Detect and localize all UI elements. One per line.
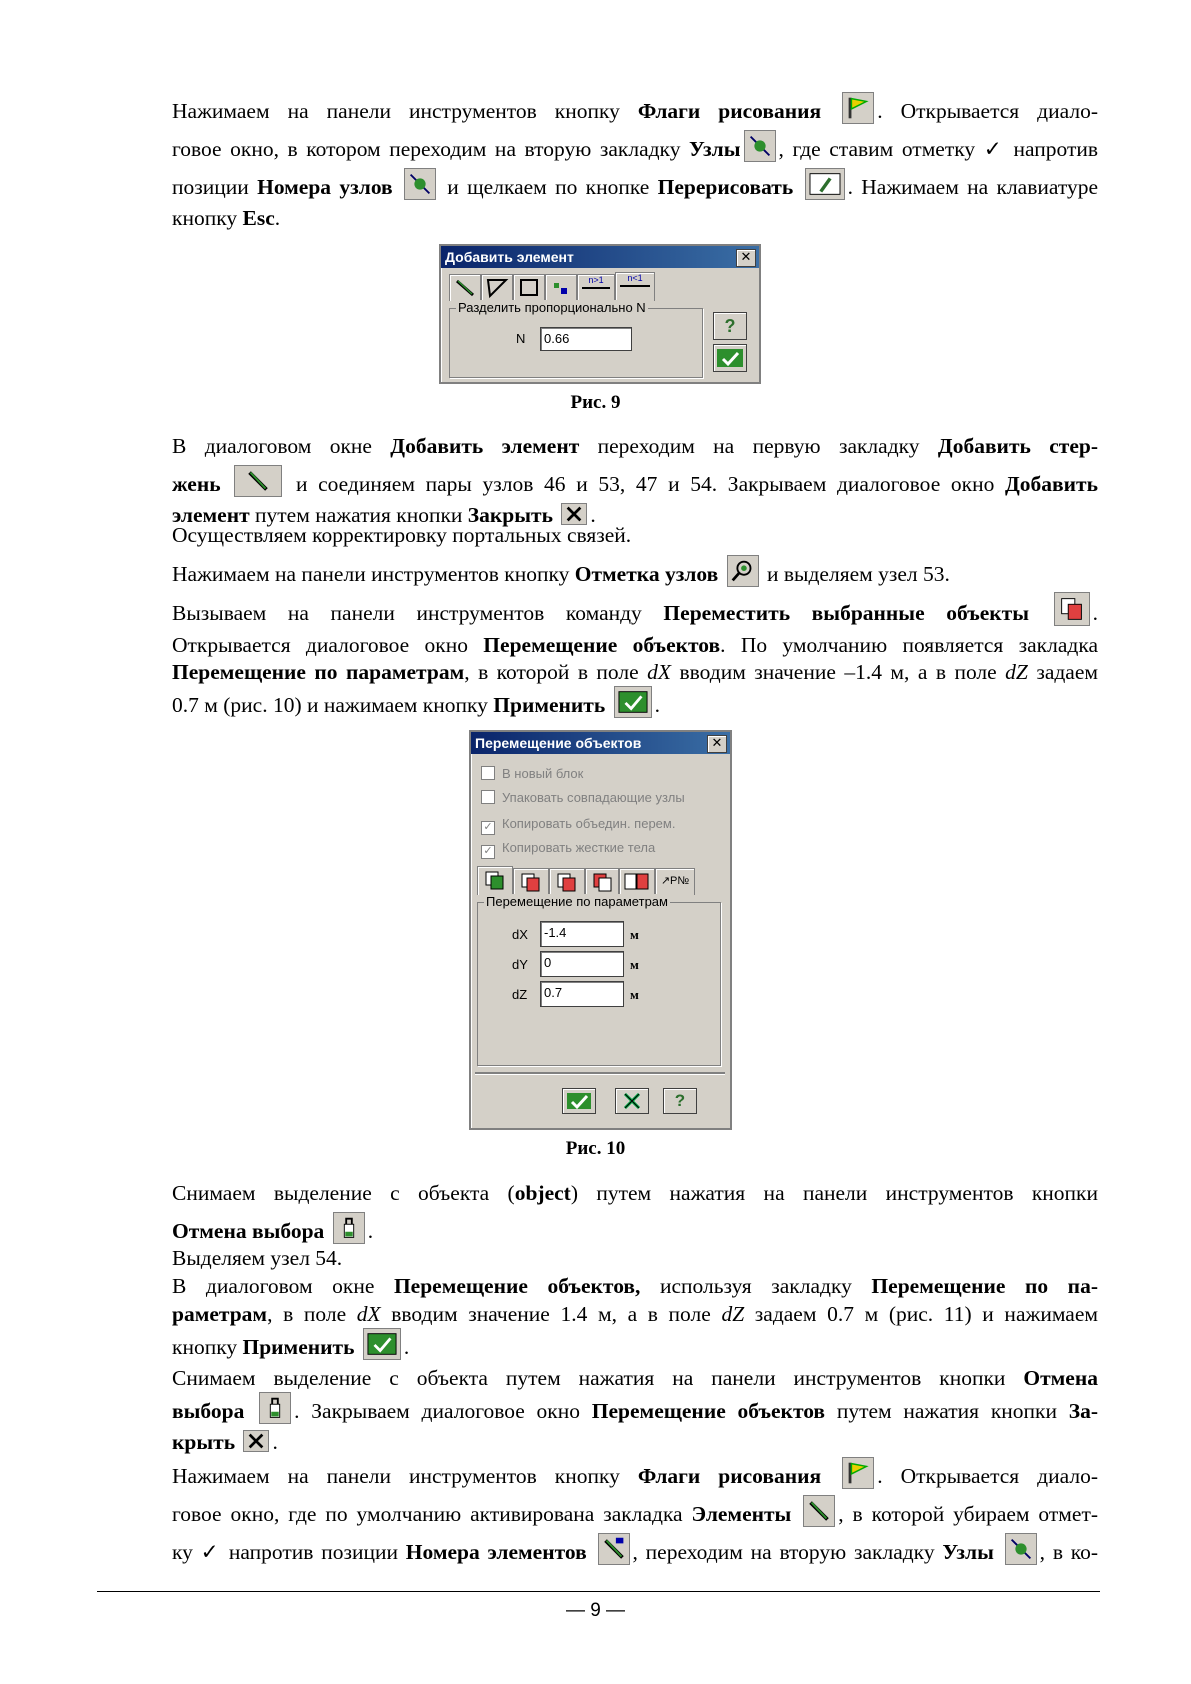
dx-label: dX [512, 927, 528, 942]
cancel-selection-icon [333, 1212, 365, 1244]
tab-divide-n-lt1[interactable]: n<1 [615, 272, 655, 301]
copy-united-checkbox[interactable]: ✓ Копировать объедин. перем. [481, 816, 675, 835]
node-numbers-icon [404, 168, 436, 200]
close-button[interactable]: ✕ [736, 249, 756, 267]
apply-icon [363, 1328, 401, 1360]
tab-add-triangle[interactable] [481, 274, 513, 301]
tab-move-2[interactable] [513, 868, 549, 895]
drawing-flags-icon [842, 1457, 874, 1489]
redraw-icon [805, 168, 845, 200]
add-element-dialog [439, 244, 761, 384]
paragraph-6: Снимаем выделение с объекта (object) путем нажатия на панели инструментов кнопки Отмена выбора . [172, 1181, 1098, 1243]
dialog-title-bar: Добавить элемент ✕ [441, 246, 759, 268]
paragraph-3: Осуществляем корректировку портальных связей. [172, 523, 632, 547]
group-title: Разделить пропорционально N [458, 300, 646, 315]
dialog-title-bar: Перемещение объектов ✕ [471, 732, 730, 754]
paragraph-10: Нажимаем на панели инструментов кнопку Флаги рисования . Открывается диало- говое окно, где по умолчанию активирована закладка Элементы , в которой убираем отмет- ку ✓ напротив позиции Номера элементов , переходим на вторую закладку Узлы , в ко- [100, 1457, 1098, 1571]
elements-tab-icon [803, 1495, 835, 1527]
close-button[interactable]: ✕ [707, 735, 727, 753]
copy-rigid-checkbox[interactable]: ✓ Копировать жесткие тела [481, 840, 655, 859]
dy-label: dY [512, 957, 528, 972]
dx-input[interactable]: -1.4 [540, 921, 624, 947]
dz-label: dZ [512, 987, 528, 1002]
pack-nodes-checkbox[interactable]: Упаковать совпадающие узлы [481, 790, 685, 805]
tab-move-4[interactable] [585, 868, 619, 895]
paragraph-9: Снимаем выделение с объекта путем нажатия на панели инструментов кнопки Отмена выбора . Закрываем диалоговое окно Перемещение объектов путем нажатия кнопки За- крыть . [172, 1366, 1099, 1454]
apply-icon [614, 686, 652, 718]
dz-unit: м [630, 987, 639, 1002]
move-selected-objects-icon [1054, 592, 1090, 626]
paragraph-8: В диалоговом окне Перемещение объектов, используя закладку Перемещение по па- раметрам, в поле dX вводим значение 1.4 м, а в поле dZ задаем 0.7 м (рис. 11) и нажимаем кнопку Применить . [172, 1274, 1098, 1359]
dx-unit: м [630, 927, 639, 942]
element-numbers-icon [598, 1533, 630, 1565]
mark-nodes-icon [727, 555, 759, 587]
cancel-selection-icon [259, 1392, 291, 1424]
apply-button[interactable] [562, 1088, 596, 1114]
n-label: N [516, 331, 526, 346]
add-bar-icon [234, 465, 282, 497]
drawing-flags-icon [842, 92, 874, 124]
footer-rule [97, 1591, 1100, 1592]
divide-group [449, 300, 703, 378]
figure-10-caption: Рис. 10 [565, 1138, 626, 1159]
page-number: — 9 — [565, 1600, 626, 1621]
divider [475, 1072, 725, 1075]
tab-move-6[interactable]: ↗P№ [655, 868, 695, 895]
tab-move-3[interactable] [549, 868, 585, 895]
move-objects-dialog [469, 730, 732, 1130]
tab-add-bar[interactable] [449, 274, 481, 301]
paragraph-5: Вызываем на панели инструментов команду Переместить выбранные объекты . Открывается диалоговое окно Перемещение объектов. По умолчанию появляется закладка Перемещение по параметрам, в которой в поле dX вводим значение –1.4 м, а в поле dZ задаем 0.7 м (рис. 10) и нажимаем кнопку Применить . [100, 592, 1098, 724]
paragraph-1: Нажимаем на панели инструментов кнопку Флаги рисования . Открывается диало- говое окно, в котором переходим на вторую закладку Узлы , где ставим отметку ✓ напротив позиции Номера узлов и щелкаем по кнопке Перерисовать . Нажимаем на клавиатуре кнопку Esc. [100, 92, 1098, 230]
dz-input[interactable]: 0.7 [540, 981, 624, 1007]
help-button[interactable]: ? [663, 1088, 697, 1114]
tab-add-nodes[interactable] [545, 274, 577, 301]
tab-add-quad[interactable] [513, 274, 545, 301]
new-block-checkbox[interactable]: В новый блок [481, 766, 583, 781]
figure-9-caption: Рис. 9 [570, 392, 621, 413]
paragraph-4: Нажимаем на панели инструментов кнопку Отметка узлов и выделяем узел 53. [100, 555, 1098, 593]
close-icon [243, 1430, 269, 1452]
close-dialog-button[interactable] [615, 1088, 649, 1114]
dy-unit: м [630, 957, 639, 972]
tab-move-5[interactable] [619, 868, 655, 895]
n-input[interactable]: 0.66 [540, 327, 632, 351]
dy-input[interactable]: 0 [540, 951, 624, 977]
tab-move-parameters[interactable] [477, 866, 513, 895]
help-button[interactable]: ? [713, 312, 747, 340]
paragraph-2: В диалоговом окне Добавить элемент переходим на первую закладку Добавить стер- жень и соединяем пары узлов 46 и 53, 47 и 54. Закрываем диалоговое окно Добавить элемент путем нажатия кнопки Закрыть . [172, 434, 1098, 527]
nodes-tab-icon [744, 130, 776, 162]
group-title: Перемещение по параметрам [486, 894, 668, 909]
move-params-group [477, 894, 721, 1066]
tab-divide-n-gt1[interactable]: n>1 [577, 274, 615, 301]
nodes-tab-icon [1005, 1533, 1037, 1565]
apply-button[interactable] [713, 344, 747, 372]
paragraph-7: Выделяем узел 54. [172, 1246, 343, 1270]
